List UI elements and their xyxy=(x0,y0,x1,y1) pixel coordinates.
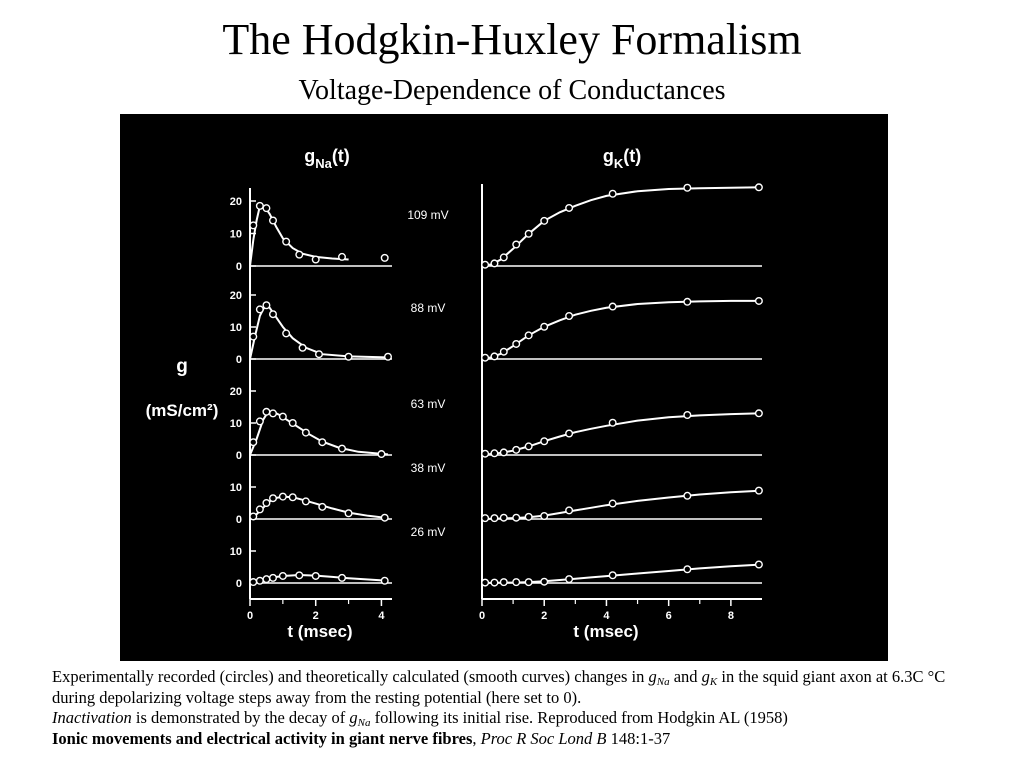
gna-ytick-label-row-3: 10 xyxy=(229,418,242,430)
panel-title-gna-tail: (t) xyxy=(331,146,350,166)
gna-point-row-1 xyxy=(263,205,270,212)
gna-ytick-label-row-3: 20 xyxy=(229,386,242,398)
gk-point-row-1 xyxy=(756,184,763,191)
gna-point-row-2 xyxy=(263,302,270,309)
gk-xtick-label: 2 xyxy=(541,610,548,622)
gna-point-row-2 xyxy=(345,353,352,360)
gk-point-row-1 xyxy=(491,260,498,267)
gna-point-row-4 xyxy=(270,495,277,502)
gna-point-row-5 xyxy=(263,576,270,583)
gna-point-row-4 xyxy=(289,494,296,501)
gna-point-row-1 xyxy=(283,238,290,245)
gna-xtick-label: 0 xyxy=(246,610,254,622)
gna-point-row-4 xyxy=(303,498,310,505)
caption-comma: , xyxy=(472,728,481,748)
gk-curve-row-1 xyxy=(482,187,762,266)
caption-gk-subscript: K xyxy=(709,676,718,688)
gk-point-row-1 xyxy=(609,190,616,197)
points-layer xyxy=(250,184,762,586)
gna-point-row-3 xyxy=(303,429,310,436)
gk-point-row-4 xyxy=(500,514,507,521)
gk-point-row-2 xyxy=(525,332,532,339)
gna-point-row-3 xyxy=(378,451,385,458)
gk-point-row-4 xyxy=(525,514,532,521)
voltage-label-row-5: 26 mV xyxy=(410,525,446,539)
gk-point-row-3 xyxy=(482,450,489,457)
gk-point-row-5 xyxy=(491,579,498,586)
caption-text-1: Experimentally recorded (circles) and theoretically calculated (smooth curves) changes in xyxy=(52,667,649,686)
caption-gna-subscript: Na xyxy=(656,676,670,688)
gna-point-row-1 xyxy=(250,222,257,229)
gna-point-row-5 xyxy=(257,577,264,584)
curves-layer xyxy=(250,187,762,583)
gk-point-row-4 xyxy=(482,515,489,522)
gk-point-row-3 xyxy=(500,449,507,456)
caption-text-2: in the squid giant axon at 6.3C °C during depolarizing voltage steps away from the resting potential (here set to 0). xyxy=(52,667,946,707)
conductance-chart xyxy=(120,114,888,661)
gna-ytick-label-row-5: 10 xyxy=(229,546,242,558)
axes-layer xyxy=(250,184,762,606)
gna-x-axis-label: t (msec) xyxy=(287,622,353,641)
gk-xtick-label: 0 xyxy=(478,610,486,622)
gna-point-row-4 xyxy=(263,500,270,507)
gk-point-row-3 xyxy=(684,412,691,419)
gna-xtick-label: 2 xyxy=(312,610,319,622)
y-axis-label-g: g xyxy=(176,356,188,377)
gk-point-row-4 xyxy=(566,507,573,514)
gna-ytick-label-row-2: 10 xyxy=(229,322,242,334)
gna-point-row-4 xyxy=(257,506,264,513)
gk-point-row-5 xyxy=(525,579,532,586)
gk-curve-row-3 xyxy=(482,413,762,455)
gk-point-row-2 xyxy=(491,353,498,360)
gna-point-row-5 xyxy=(280,573,287,580)
gk-point-row-1 xyxy=(513,241,520,248)
gk-point-row-2 xyxy=(513,341,520,348)
gk-point-row-5 xyxy=(482,579,489,586)
caption-and: and xyxy=(669,667,702,686)
gna-ytick-label-row-1: 10 xyxy=(229,228,242,241)
gk-point-row-3 xyxy=(541,438,548,445)
caption-pages: 148:1-37 xyxy=(606,728,671,748)
gk-point-row-4 xyxy=(491,515,498,522)
gk-point-row-3 xyxy=(491,450,498,457)
caption-gna-symbol-2: g xyxy=(349,708,358,728)
gk-point-row-1 xyxy=(684,184,691,191)
gk-point-row-1 xyxy=(500,254,507,261)
gna-point-row-1 xyxy=(270,217,277,224)
figure-caption xyxy=(52,667,982,749)
gk-curve-row-4 xyxy=(482,491,762,519)
gk-point-row-3 xyxy=(525,443,532,450)
gna-point-row-3 xyxy=(280,413,287,420)
gna-point-row-4 xyxy=(280,493,287,500)
gk-point-row-2 xyxy=(684,299,691,306)
gna-point-row-4 xyxy=(381,514,388,521)
gna-point-row-2 xyxy=(316,351,323,358)
gk-point-row-2 xyxy=(566,313,573,320)
caption-gk-symbol: g xyxy=(701,667,710,686)
gk-point-row-2 xyxy=(482,354,489,361)
gna-point-row-3 xyxy=(289,420,296,427)
gna-ytick-label-row-1: 0 xyxy=(235,261,242,273)
caption-journal: Proc R Soc Lond B xyxy=(480,728,607,748)
gna-ytick-label-row-1: 20 xyxy=(229,196,242,208)
gk-point-row-1 xyxy=(541,218,548,225)
panel-title-gk-tail: (t) xyxy=(623,146,642,166)
gk-point-row-4 xyxy=(756,487,763,494)
panel-title-gk xyxy=(603,146,641,171)
gk-point-row-3 xyxy=(756,410,763,417)
gna-point-row-3 xyxy=(250,439,257,446)
caption-text-4: following its initial rise. Reproduced from Hodgkin AL (1958) xyxy=(370,708,788,728)
gna-ytick-label-row-2: 20 xyxy=(229,290,242,302)
voltage-label-row-3: 63 mV xyxy=(410,397,446,411)
gk-point-row-4 xyxy=(541,513,548,520)
gk-point-row-5 xyxy=(609,572,616,579)
gna-point-row-5 xyxy=(296,572,303,579)
gk-x-axis-label: t (msec) xyxy=(573,622,639,641)
gna-point-row-4 xyxy=(250,513,257,520)
gna-point-row-2 xyxy=(270,311,277,318)
gk-curve-row-2 xyxy=(482,301,762,359)
gk-point-row-2 xyxy=(609,303,616,310)
gk-point-row-3 xyxy=(513,447,520,454)
gk-point-row-2 xyxy=(756,298,763,305)
gk-point-row-1 xyxy=(566,205,573,212)
caption-inactivation: Inactivation xyxy=(52,708,132,728)
gna-point-row-4 xyxy=(345,510,352,517)
gna-point-row-3 xyxy=(339,445,346,452)
gna-point-row-5 xyxy=(339,575,346,582)
gna-point-row-2 xyxy=(385,353,392,360)
gk-point-row-2 xyxy=(500,348,507,355)
gna-ytick-label-row-2: 0 xyxy=(235,354,242,366)
panel-title-gk-subscript: K xyxy=(613,156,624,171)
gna-point-row-5 xyxy=(381,577,388,584)
slide-title: The Hodgkin-Huxley Formalism xyxy=(222,15,802,64)
gna-point-row-3 xyxy=(257,418,264,425)
gna-point-row-1 xyxy=(296,251,303,258)
gk-point-row-2 xyxy=(541,323,548,330)
gna-point-row-2 xyxy=(299,345,306,352)
gna-point-row-2 xyxy=(283,330,290,337)
panel-title-gna-main: g xyxy=(304,146,316,166)
caption-gna-symbol: g xyxy=(648,667,657,686)
gk-point-row-1 xyxy=(482,261,489,268)
gk-point-row-1 xyxy=(525,230,532,237)
gk-point-row-5 xyxy=(566,576,573,583)
panel-title-gk-main: g xyxy=(602,146,614,166)
conductance-figure xyxy=(120,114,888,661)
gk-point-row-5 xyxy=(756,561,763,568)
caption-text-3: is demonstrated by the decay of xyxy=(131,708,350,728)
gk-point-row-5 xyxy=(541,578,548,585)
gna-point-row-4 xyxy=(319,504,326,511)
gna-ytick-label-row-5: 0 xyxy=(235,578,242,590)
voltage-label-row-1: 109 mV xyxy=(407,208,449,222)
gk-point-row-4 xyxy=(513,514,520,521)
labels-layer xyxy=(146,146,734,641)
caption-reference-title: Ionic movements and electrical activity in giant nerve fibres xyxy=(52,728,473,748)
gk-xtick-label: 4 xyxy=(603,610,610,622)
gna-point-row-3 xyxy=(319,439,326,446)
y-axis-label-units: (mS/cm²) xyxy=(145,401,219,420)
gk-point-row-5 xyxy=(500,579,507,586)
gna-point-row-3 xyxy=(270,410,277,417)
gna-point-row-2 xyxy=(257,306,264,313)
gk-xtick-label: 8 xyxy=(727,610,734,622)
gk-point-row-3 xyxy=(609,419,616,426)
gna-point-row-1 xyxy=(339,254,346,261)
caption-gna-subscript-2: Na xyxy=(357,717,371,730)
slide-subtitle: Voltage-Dependence of Conductances xyxy=(298,75,726,106)
gk-xtick-label: 6 xyxy=(665,610,672,622)
gk-point-row-3 xyxy=(566,430,573,437)
gna-ytick-label-row-3: 0 xyxy=(235,450,242,462)
gna-point-row-3 xyxy=(263,409,270,416)
gk-point-row-5 xyxy=(513,579,520,586)
gna-xtick-label: 4 xyxy=(378,610,385,622)
gna-point-row-2 xyxy=(250,333,257,340)
gna-point-row-5 xyxy=(270,575,277,582)
voltage-label-row-4: 38 mV xyxy=(410,461,446,475)
gk-point-row-4 xyxy=(609,500,616,507)
gna-ytick-label-row-4: 0 xyxy=(235,514,242,526)
gk-curve-row-5 xyxy=(482,565,762,584)
gna-ytick-label-row-4: 10 xyxy=(229,482,242,494)
gna-point-row-1 xyxy=(312,256,319,263)
gk-point-row-5 xyxy=(684,566,691,573)
gna-point-row-1 xyxy=(381,255,388,262)
gk-point-row-4 xyxy=(684,492,691,499)
panel-title-gna-subscript: Na xyxy=(315,156,332,171)
voltage-label-row-2: 88 mV xyxy=(410,301,446,315)
gna-curve-row-3 xyxy=(250,412,388,455)
gna-point-row-5 xyxy=(250,579,257,586)
panel-title-gna xyxy=(304,146,350,171)
gna-point-row-1 xyxy=(257,203,264,210)
gna-point-row-5 xyxy=(312,573,319,580)
